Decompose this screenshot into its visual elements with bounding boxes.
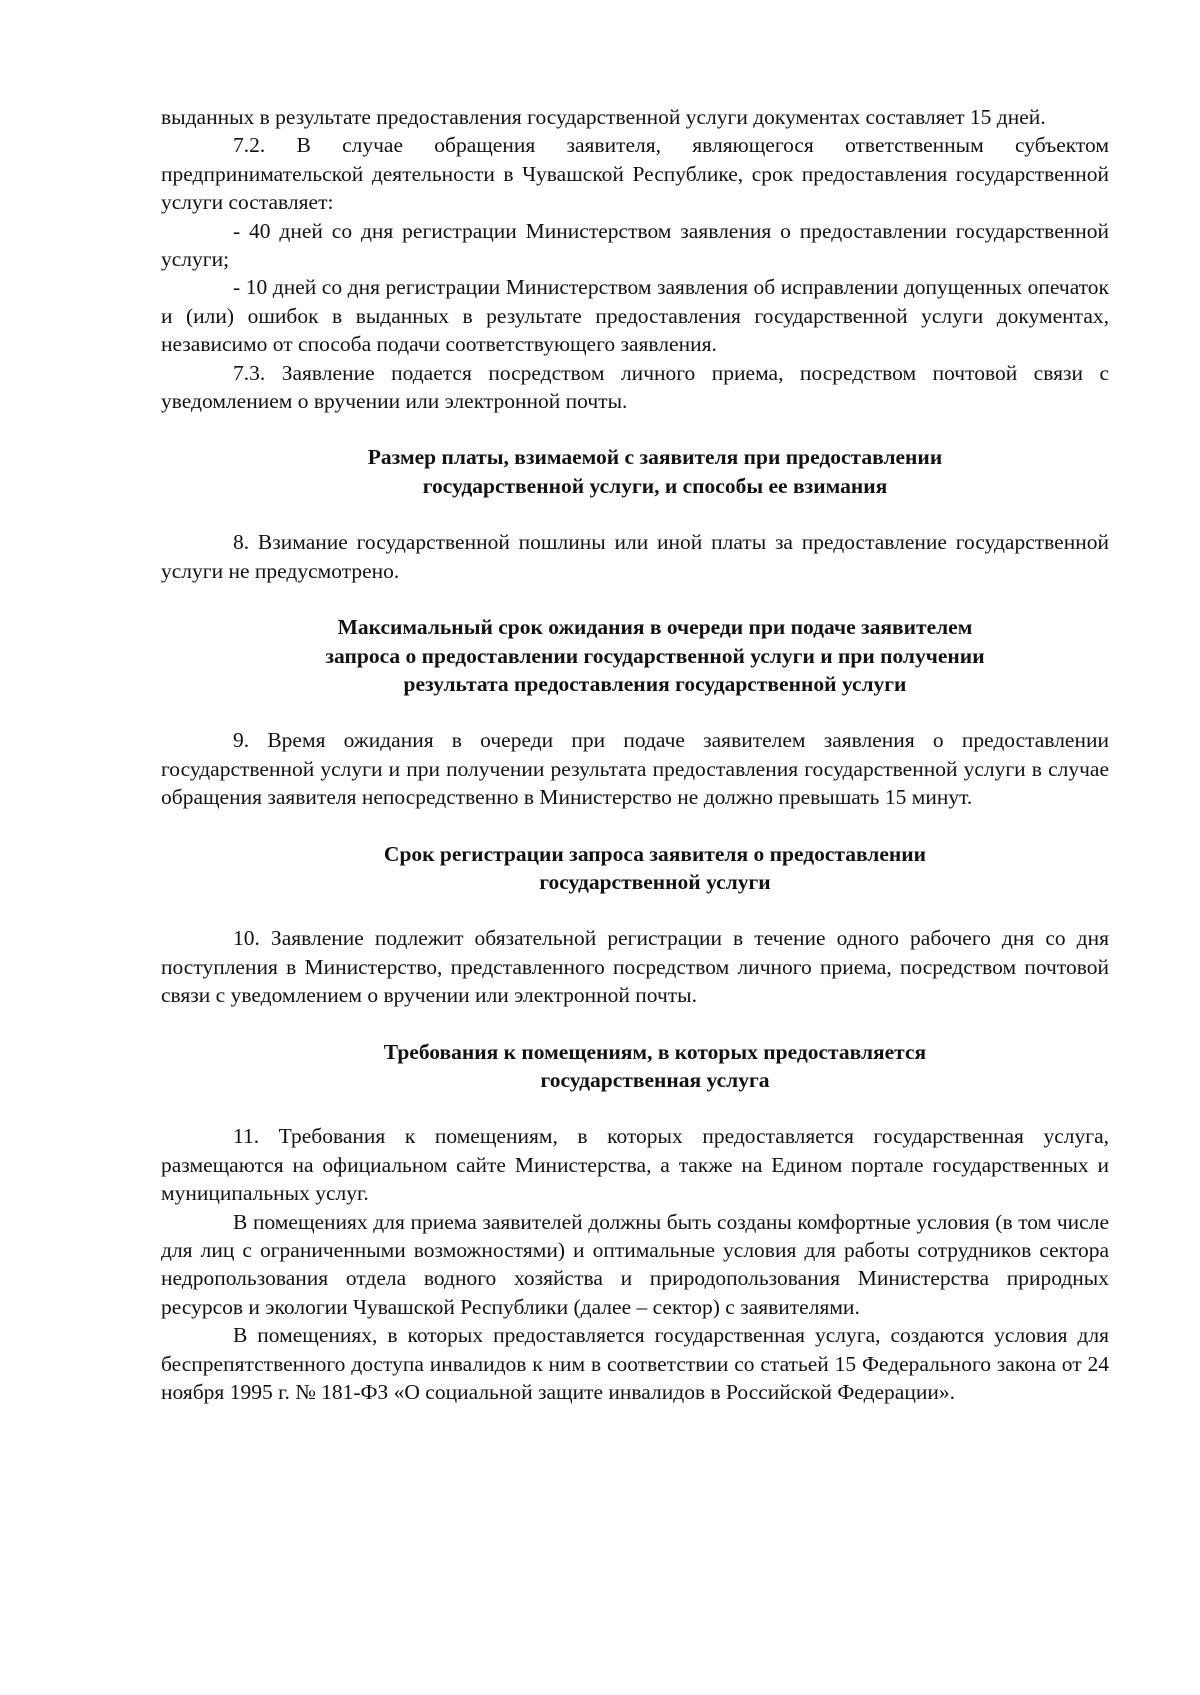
heading-premises xyxy=(161,1038,1109,1095)
heading-payment-line-1: Размер платы, взимаемой с заявителя при предоставлении xyxy=(367,445,943,470)
heading-registration-line-1: Срок регистрации запроса заявителя о предоставлении xyxy=(383,841,927,866)
document-page xyxy=(161,103,1109,1406)
heading-queue-line-3: результата предоставления государственной услуги xyxy=(403,671,907,696)
heading-payment-line-2: государственной услуги, и способы ее взимания xyxy=(422,473,888,498)
paragraph-7-3: 7.3. Заявление подается посредством личного приема, посредством почтовой связи с уведомлением о вручении или электронной почты. xyxy=(161,360,1109,414)
heading-queue xyxy=(161,613,1109,698)
heading-premises-line-1: Требования к помещениям, в которых предоставляется xyxy=(383,1039,927,1064)
heading-payment xyxy=(161,443,1109,500)
list-item-40-days: - 40 дней со дня регистрации Министерством заявления о предоставлении государственной услуги; xyxy=(161,218,1109,272)
heading-queue-line-2: запроса о предоставлении государственной услуги и при получении xyxy=(325,643,985,668)
list-item-10-days: - 10 дней со дня регистрации Министерством заявления об исправлении допущенных опечаток и (или) ошибок в выданных в результате предоставления государственной услуги документах, независимо от способа подачи соответствующего заявления. xyxy=(161,275,1109,357)
paragraph-continuation: выданных в результате предоставления государственной услуги документах составляет 15 дней. xyxy=(161,105,1046,129)
paragraph-10: 10. Заявление подлежит обязательной регистрации в течение одного рабочего дня со дня поступления в Министерство, представленного посредством личного приема, посредством почтовой связи с уведомлением о вручении или электронной почты. xyxy=(161,926,1109,1008)
heading-queue-line-1: Максимальный срок ожидания в очереди при подаче заявителем xyxy=(337,615,973,640)
heading-registration xyxy=(161,840,1109,897)
paragraph-9: 9. Время ожидания в очереди при подаче заявителем заявления о предоставлении государственной услуги и при получении результата предоставления государственной услуги в случае обращения заявителя непосредственно в Министерство не должно превышать 15 минут. xyxy=(161,728,1109,810)
paragraph-disabled-access: В помещениях, в которых предоставляется государственная услуга, создаются условия для беспрепятственного доступа инвалидов к ним в соответствии со статьей 15 Федерального закона от 24 ноября 1995 г. № 181-ФЗ «О социальной защите инвалидов в Российской Федерации». xyxy=(161,1323,1109,1405)
heading-registration-line-2: государственной услуги xyxy=(539,869,771,894)
paragraph-comfort-conditions: В помещениях для приема заявителей должны быть созданы комфортные условия (в том числе для лиц с ограниченными возможностями) и оптимальные условия для работы сотрудников сектора недропользования отдела водного хозяйства и природопользования Министерства природных ресурсов и экологии Чувашской Республики (далее – сектор) с заявителями. xyxy=(161,1209,1109,1319)
paragraph-8: 8. Взимание государственной пошлины или иной платы за предоставление государственной услуги не предусмотрено. xyxy=(161,530,1109,583)
paragraph-7-2: 7.2. В случае обращения заявителя, являющегося ответственным субъектом предпринимательской деятельности в Чувашской Республике, срок предоставления государственной услуги составляет: xyxy=(161,133,1109,215)
paragraph-11: 11. Требования к помещениям, в которых предоставляется государственная услуга, размещаются на официальном сайте Министерства, а также на Едином портале государственных и муниципальных услуг. xyxy=(161,1124,1109,1206)
heading-premises-line-2: государственная услуга xyxy=(540,1067,770,1092)
